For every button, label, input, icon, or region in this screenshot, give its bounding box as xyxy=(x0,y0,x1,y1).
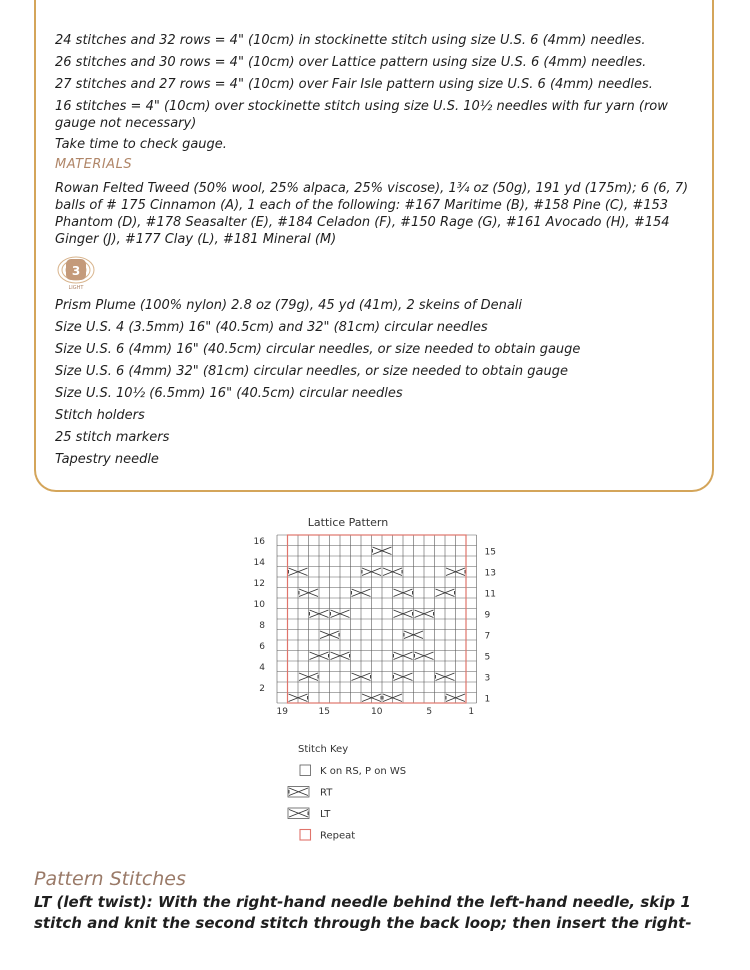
pattern-stitches-text: LT (left twist): With the right-hand needle behind the left-hand needle, skip 1 stitch and knit the second stitch through the back loop; then insert the right- xyxy=(34,893,692,932)
material-item-3: Size U.S. 6 (4mm) 16" (40.5cm) circular needles, or size needed to obtain gauge xyxy=(55,342,581,357)
key-label: RT xyxy=(320,787,333,799)
material-item-8: Tapestry needle xyxy=(55,452,159,467)
chart-title: Lattice Pattern xyxy=(307,516,389,529)
key-label: Repeat xyxy=(320,830,356,842)
row-label-right: 7 xyxy=(484,631,491,642)
yarn-weight-number: 3 xyxy=(71,264,81,278)
row-label-left: 12 xyxy=(253,578,265,589)
row-label-right: 9 xyxy=(484,610,491,621)
row-label-right: 15 xyxy=(484,547,496,558)
stitch-key-title: Stitch Key xyxy=(298,744,349,755)
yarn-weight-label: LIGHT xyxy=(68,285,84,291)
col-label: 1 xyxy=(468,707,475,717)
gauge-line-3: 27 stitches and 27 rows = 4" (10cm) over Fair Isle pattern using size U.S. 6 (4mm) needles. xyxy=(55,77,653,92)
key-lt-swatch xyxy=(289,810,308,818)
gauge-line-2: 26 stitches and 30 rows = 4" (10cm) over Lattice pattern using size U.S. 6 (4mm) needles. xyxy=(55,55,647,70)
gauge-line-4: 16 stitches = 4" (10cm) over stockinette stitch using size U.S. 10½ needles with fur yarn (row gauge not necessary) xyxy=(55,99,668,131)
lattice-chart xyxy=(240,505,520,850)
key-rt-swatch xyxy=(289,788,308,796)
material-item-5: Size U.S. 10½ (6.5mm) 16" (40.5cm) circular needles xyxy=(55,386,403,401)
materials-yarn: Rowan Felted Tweed (50% wool, 25% alpaca, 25% viscose), 1¾ oz (50g), 191 yd (175m); 6 (6, 7) balls of # 175 Cinnamon (A), 1 each of the following: #167 Maritime (B), #158 Pine (C), #153 Phantom (D), #178 Seasalter (E), #184 Celadon (F), #150 Rage (G), #161 Avocado (H), #154 Ginger (J), #177 Clay (L), #181 Mineral (M) xyxy=(55,181,689,247)
row-label-left: 4 xyxy=(259,662,265,673)
material-item-6: Stitch holders xyxy=(55,408,145,423)
row-label-left: 8 xyxy=(259,620,265,631)
row-label-left: 2 xyxy=(259,683,265,694)
col-label: 19 xyxy=(276,707,288,717)
key-repeat-swatch xyxy=(300,830,311,841)
row-label-right: 1 xyxy=(484,694,491,705)
chart-grid xyxy=(254,535,496,717)
gauge-check-note: Take time to check gauge. xyxy=(55,137,227,152)
stitch-key xyxy=(288,744,406,842)
key-label: K on RS, P on WS xyxy=(320,766,407,777)
material-item-2: Size U.S. 4 (3.5mm) 16" (40.5cm) and 32" (81cm) circular needles xyxy=(55,320,488,335)
row-label-left: 6 xyxy=(259,641,265,652)
row-label-right: 11 xyxy=(484,589,496,600)
material-item-1: Prism Plume (100% nylon) 2.8 oz (79g), 45 yd (41m), 2 skeins of Denali xyxy=(55,298,523,313)
col-label: 15 xyxy=(318,707,330,717)
col-label: 10 xyxy=(371,707,383,717)
yarn-weight-icon xyxy=(55,254,97,292)
materials-heading: MATERIALS xyxy=(55,157,133,172)
col-label: 5 xyxy=(426,707,433,717)
material-item-4: Size U.S. 6 (4mm) 32" (81cm) circular needles, or size needed to obtain gauge xyxy=(55,364,569,379)
row-label-left: 14 xyxy=(253,557,265,568)
gauge-line-1: 24 stitches and 32 rows = 4" (10cm) in stockinette stitch using size U.S. 6 (4mm) needles. xyxy=(55,33,646,48)
key-label: LT xyxy=(320,809,331,820)
row-label-right: 13 xyxy=(484,568,496,579)
row-label-right: 3 xyxy=(484,673,491,684)
material-item-7: 25 stitch markers xyxy=(55,430,170,445)
row-label-right: 5 xyxy=(484,652,491,663)
key-knit-swatch xyxy=(300,765,311,776)
pattern-stitches-title: Pattern Stitches xyxy=(34,868,186,890)
row-label-left: 10 xyxy=(253,599,265,610)
row-label-left: 16 xyxy=(253,536,265,547)
